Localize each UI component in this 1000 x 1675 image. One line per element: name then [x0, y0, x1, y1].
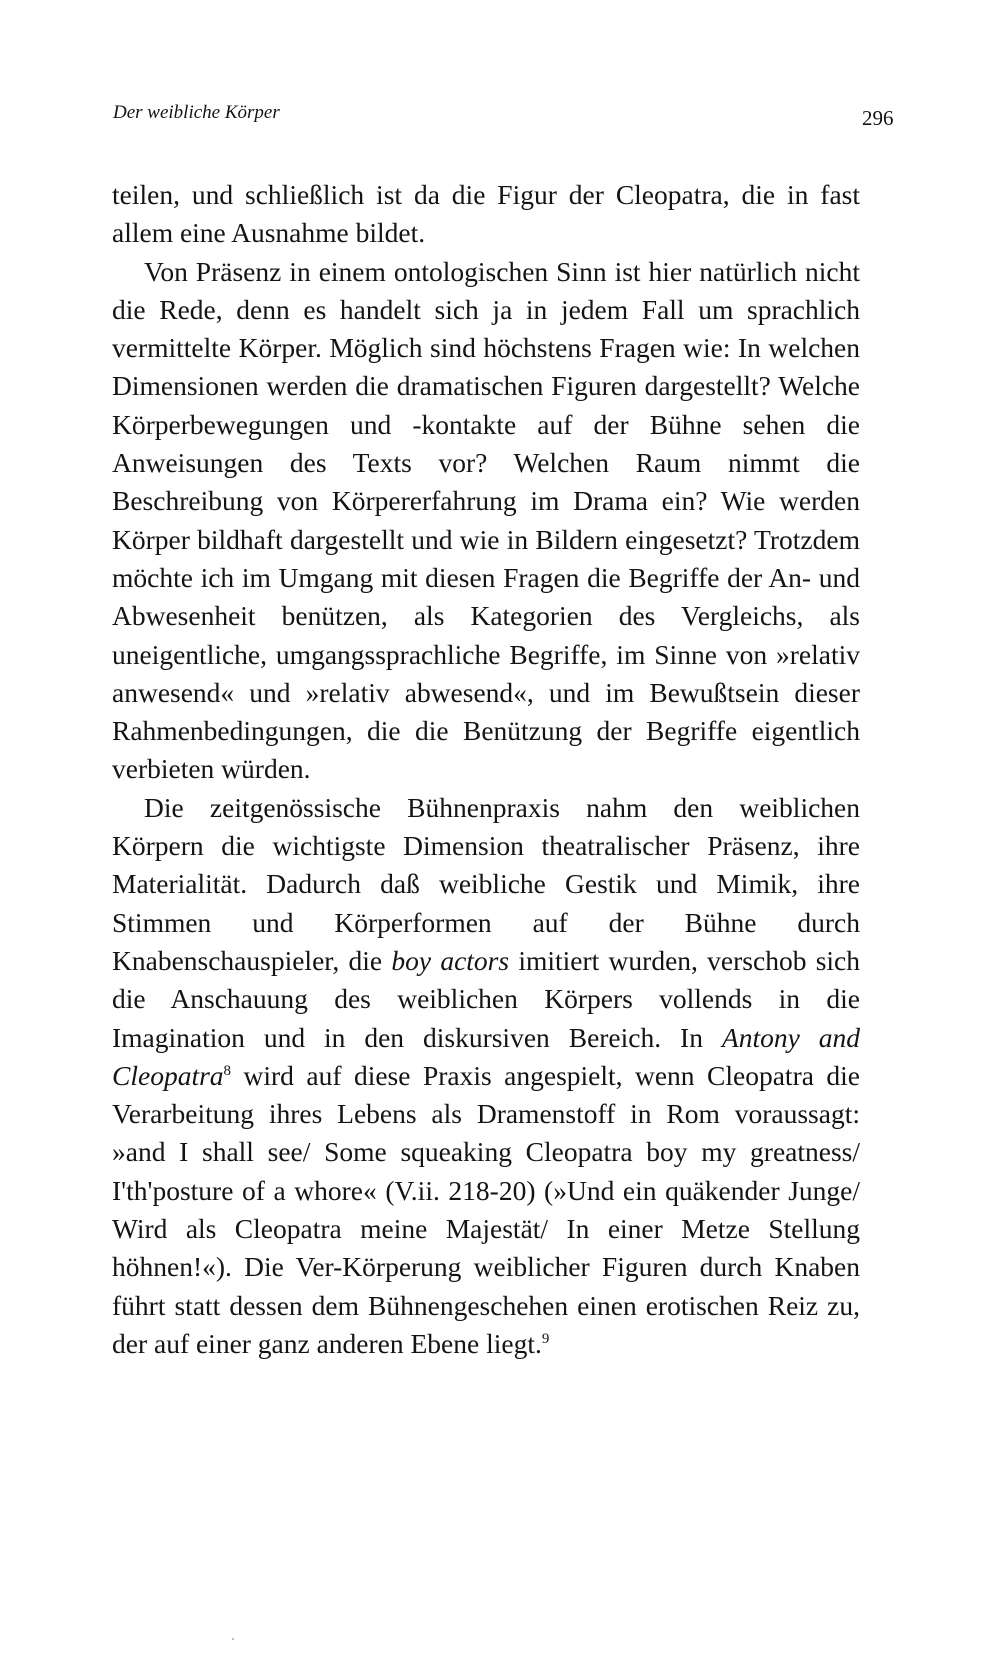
body-text: [112, 176, 860, 1363]
play-title: Antony and Cleopatra: [112, 1021, 860, 1091]
scan-speck: [232, 1638, 234, 1640]
footnote-ref-9[interactable]: 9: [541, 1330, 550, 1347]
text-segment: Die zeitgenössische Bühnenpraxis nahm den weiblichen Körpern die wichtigste Dimension theatralischer Präsenz, ihre Materialität. Dadurch daß weibliche Gestik und Mimik, ihre Stimmen und Körperformen auf der Bühne durch Knabenschauspieler, die: [112, 791, 860, 976]
emphasis-boy-actors: boy actors: [391, 944, 510, 976]
text-segment: imitiert wurden, verschob sich die Anschauung des weiblichen Körpers vollends in die Imagination und in den diskursiven Bereich. In: [112, 944, 861, 1053]
footnote-ref-8[interactable]: 8: [223, 1062, 232, 1079]
text-segment: wird auf diese Praxis angespielt, wenn Cleopatra die Verarbeitung ihres Lebens als Dramenstoff in Rom voraussagt: »and I shall see/ Some squeaking Cleopatra boy my greatness/ I'th'posture of a whore« (V.ii. 218-20) (»Und ein quäkender Junge/ Wird als Cleopatra meine Majestät/ In einer Metze Stellung höhnen!«). Die Ver-Körperung weiblicher Figuren durch Knaben führt statt dessen dem Bühnengeschehen einen erotischen Reiz zu, der auf einer ganz anderen Ebene liegt.: [112, 1059, 860, 1359]
paragraph-presence: Von Präsenz in einem ontologischen Sinn ist hier natürlich nicht die Rede, denn es handelt sich ja in jedem Fall um sprachlich vermittelte Körper. Möglich sind höchstens Fragen wie: In welchen Dimensionen werden die dramatischen Figuren dargestellt? Welche Körperbewegungen und -kontakte auf der Bühne sehen die Anweisungen des Texts vor? Welchen Raum nimmt die Beschreibung von Körpererfahrung im Drama ein? Wie werden Körper bildhaft dargestellt und wie in Bildern eingesetzt? Trotzdem möchte ich im Umgang mit diesen Fragen die Begriffe der An- und Abwesenheit benützen, als Kategorien des Vergleichs, als uneigentliche, umgangssprachliche Begriffe, im Sinne von »relativ anwesend« und »relativ abwesend«, und im Bewußtsein dieser Rahmenbedingungen, die die Benützung der Begriffe eigentlich verbieten würden.: [112, 255, 860, 785]
page-number: 296: [862, 106, 894, 130]
paragraph-stage-practice: [112, 789, 860, 1363]
running-header: Der weibliche Körper: [113, 102, 280, 123]
paragraph-continuation: teilen, und schließlich ist da die Figur der Cleopatra, die in fast allem eine Ausnahme bildet.: [112, 179, 860, 249]
